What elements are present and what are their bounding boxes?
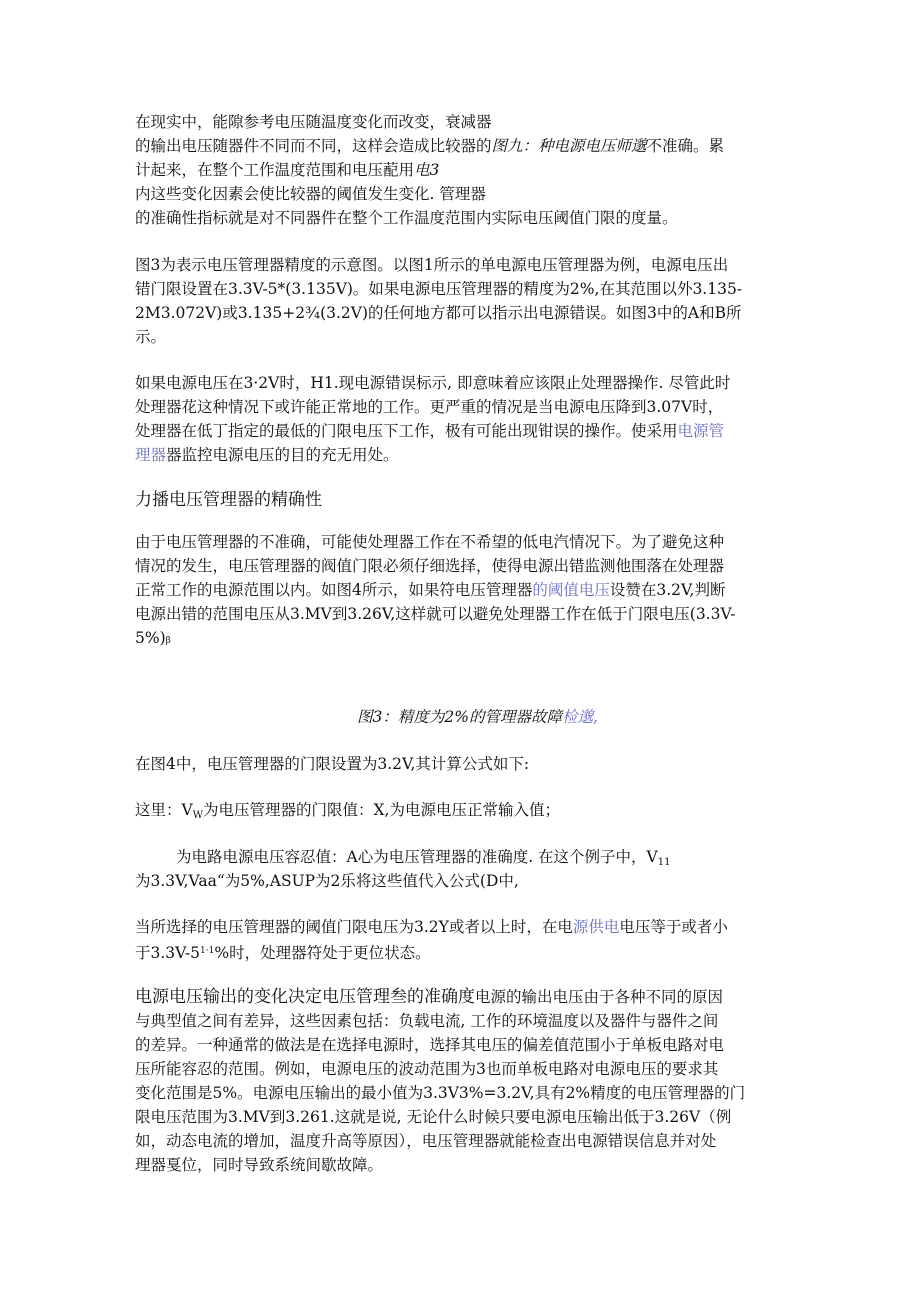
paragraph-4-line-1: 由于电压管理器的不准确，可能使处理器工作在不希望的低电汽情况下。为了避免这种	[135, 533, 725, 551]
paragraph-4-line-4: 电源出错的范围电压从3.MV到3.26V,这样就可以避免处理器工作在低于门限电压(3.3V-	[135, 605, 736, 623]
fault-detection-link[interactable]: 检邈,	[561, 708, 598, 726]
paragraph-8-line-1: 当所选择的电压管理器的阈值门限电压为3.2Y或者以上时，在电源供电电压等于或者小	[135, 918, 728, 936]
paragraph-1-line-2: 的输出电压随器件不同而不同，这样会造成比较器的图九：种电源电压师邈不准确。累	[135, 137, 725, 155]
paragraph-1-line-1: 在现实中，能隙参考电压随温度变化而改变，衰减器	[135, 113, 492, 131]
paragraph-9-line-5: 变化范围是5%。电源电压输出的最小值为3.3V3%=3.2V,具有2%精度的电压管理器的门	[135, 1084, 746, 1102]
paragraph-9-line-7: 如，动态电流的增加，温度升高等原因），电压管理器就能检查出电源错误信息并对处	[135, 1132, 717, 1150]
paragraph-9-line-8: 理器戛位，同时导致系统间歇故障。	[135, 1156, 384, 1174]
figure-reference-text: 图九：种电源电压师邈	[491, 137, 647, 155]
section-heading-output-variation: 电源电压输出的变化决定电压管理叁的准确度	[135, 987, 475, 1007]
paragraph-6: 这里：$V_W$为电压管理器的门限值：X,为电源电压正常输入值；	[135, 801, 560, 821]
paragraph-2-line-3: 2M3.072V)或3.135+2¾(3.2V)的任何地方都可以指示出电源错误。如图3中的A和B所	[135, 304, 742, 322]
paragraph-3-line-4: 理器器监控电源电压的目的充无用处。	[135, 446, 399, 464]
figure-3-caption: 图3：精度为2%的管理器故障检邈,	[357, 708, 598, 726]
paragraph-4-line-3: 正常工作的电源范围以内。如图4所示，如果符电压管理器的阈值电压设赞在3.2V,判断	[135, 581, 726, 599]
power-manager-link[interactable]: 电源管	[677, 422, 725, 440]
paragraph-1-line-5: 的准确性指标就是对不同器件在整个工作温度范围内实际电压阈值门限的度量。	[135, 209, 678, 227]
paragraph-3-line-2: 处理器花这种情况下或许能正常地的工作。更严重的情况是当电源电压降到3.07V时，	[135, 398, 724, 416]
power-manager-link-continued[interactable]: 理器	[135, 446, 167, 464]
power-supply-link[interactable]: 源供电	[572, 918, 620, 936]
paragraph-4-line-2: 情况的发生，电压管理器的阀值门限必须仔细选择，使得电源出错监测他围落在处理器	[135, 557, 725, 575]
threshold-voltage-link[interactable]: 的阈值电压	[532, 581, 610, 599]
paragraph-3-line-1: 如果电源电压在3·2V时，H1.现电源错误标示, 即意味着应该限止处理器操作. 尽管此时	[135, 374, 731, 392]
paragraph-9-line-2: 与典型值之间有差异，这些因素包括：负载电流, 工作的环境温度以及器件与器件之间	[135, 1012, 719, 1030]
paragraph-3-line-3: 处理器在低丁指定的最低的门限电压下工作，极有可能出现钳误的操作。使采用电源管	[135, 422, 725, 440]
paragraph-9-line-3: 的差异。一种通常的做法是在选择电源时，选择其电压的偏差值范围小于单板电路对电	[135, 1036, 725, 1054]
section-heading-accuracy: 力播电压管理器的精确性	[135, 490, 322, 510]
paragraph-2-line-1: 图3为表示电压管理器精度的示意图。以图1所示的单电源电压管理器为例，电源电压出	[135, 256, 729, 274]
paragraph-2-line-4: 示。	[135, 328, 167, 346]
paragraph-2-line-2: 错门限设置在3.3V-5*(3.135V)。如果电源电压管理器的精度为2%,在其范围以外3.135-	[135, 280, 743, 298]
paragraph-8-line-2: 于$3.3V-5^{1\cdot 1}\%$时，处理器符处于更位状态。	[135, 944, 431, 962]
paragraph-9-line-6: 限电压范围为3.MV到3.261.这就是说, 无论什么时候只要电源电压输出低于3.26V（例	[135, 1108, 732, 1126]
figure-3-label: 图3：	[357, 708, 398, 726]
paragraph-7-line-1: 为电路电源电压容忍值：A心为电压管理器的准确度. 在这个例子中，$V_{11}$	[176, 848, 671, 868]
paragraph-9-line-1: 电源电压输出的变化决定电压管理叁的准确度电源的输出电压由于各种不同的原因	[135, 987, 724, 1007]
paragraph-9-line-4: 压所能容忍的范围。例如，电源电压的波动范围为3也而单板电路对电源电压的要求其	[135, 1060, 719, 1078]
paragraph-5: 在图4中，电压管理器的门限设置为3.2V,其计算公式如下:	[135, 755, 530, 773]
paragraph-7-line-2: 为3.3V,Vaa“为5%,ASUP为2乐将这些值代入公式(D中,	[135, 872, 519, 890]
paragraph-4-line-5: 5%)β	[135, 629, 171, 647]
paragraph-1-line-4: 内这些变化因素会使比较器的阈值发生变化. 管理器	[135, 185, 486, 203]
paragraph-1-line-3: 计起来，在整个工作温度范围和电压蓜用电3	[135, 161, 440, 179]
